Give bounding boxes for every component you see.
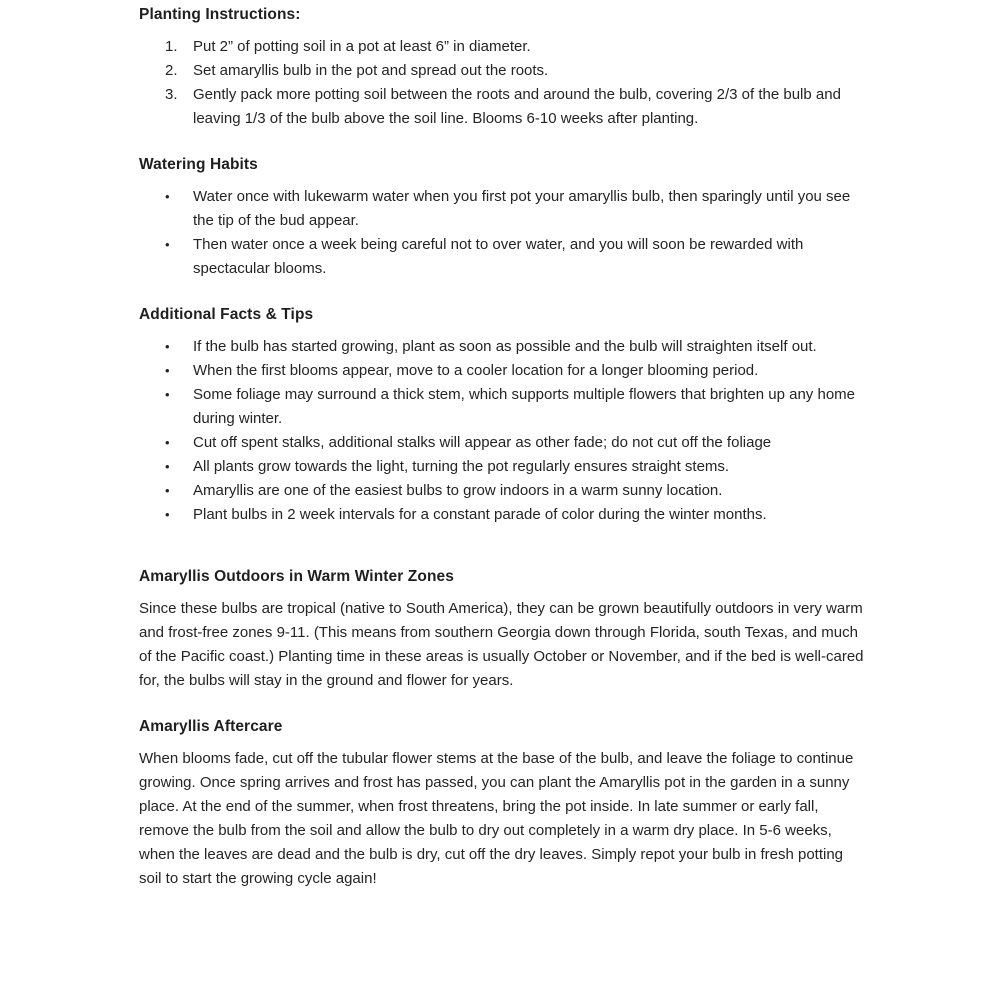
list-item-text: When the first blooms appear, move to a cooler location for a longer blooming period. xyxy=(193,362,759,379)
list-item xyxy=(139,455,865,479)
list-item-text: Cut off spent stalks, additional stalks will appear as other fade; do not cut off the foliage xyxy=(193,434,772,451)
heading-watering-habits: Watering Habits xyxy=(139,156,258,173)
bullet-icon: • xyxy=(165,483,170,498)
list-item-text: Put 2” of potting soil in a pot at least 6” in diameter. xyxy=(193,38,531,55)
heading-planting-instructions: Planting Instructions: xyxy=(139,6,301,23)
section-outdoors-warm-winter-zones xyxy=(139,565,865,693)
list-item-text: Then water once a week being careful not to over water, and you will soon be rewarded with spectacular blooms. xyxy=(193,236,804,277)
list-item xyxy=(139,35,865,59)
list-item xyxy=(139,503,865,527)
document-page xyxy=(139,0,865,891)
heading-amaryllis-aftercare: Amaryllis Aftercare xyxy=(139,718,283,735)
section-watering-habits xyxy=(139,153,865,281)
bullet-icon: • xyxy=(165,435,170,450)
list-item xyxy=(139,479,865,503)
list-item-text: Amaryllis are one of the easiest bulbs to grow indoors in a warm sunny location. xyxy=(193,482,723,499)
list-item xyxy=(139,383,865,431)
list-item xyxy=(139,83,865,131)
bullet-icon: • xyxy=(165,387,170,402)
list-item xyxy=(139,335,865,359)
bullet-icon: • xyxy=(165,339,170,354)
list-item-text: Plant bulbs in 2 week intervals for a constant parade of color during the winter months. xyxy=(193,506,767,523)
list-item-text: All plants grow towards the light, turning the pot regularly ensures straight stems. xyxy=(193,458,730,475)
bullet-icon: • xyxy=(165,237,170,252)
list-item-text: If the bulb has started growing, plant as soon as possible and the bulb will straighten itself out. xyxy=(193,338,817,355)
list-item xyxy=(139,431,865,455)
list-item xyxy=(139,185,865,233)
section-additional-facts-tips xyxy=(139,303,865,527)
additional-facts-list xyxy=(139,335,865,527)
bullet-icon: • xyxy=(165,507,170,522)
heading-outdoors-warm-winter-zones: Amaryllis Outdoors in Warm Winter Zones xyxy=(139,568,454,585)
list-item xyxy=(139,233,865,281)
bullet-icon: • xyxy=(165,189,170,204)
list-number: 1. xyxy=(165,38,178,55)
list-item xyxy=(139,359,865,383)
list-item-text: Gently pack more potting soil between the roots and around the bulb, covering 2/3 of the bulb and leaving 1/3 of the bulb above the soil line. Blooms 6-10 weeks after planting. xyxy=(193,86,841,127)
bullet-icon: • xyxy=(165,363,170,378)
section-planting-instructions xyxy=(139,3,865,131)
list-item-text: Some foliage may surround a thick stem, which supports multiple flowers that brighten up any home during winter. xyxy=(193,386,855,427)
heading-additional-facts-tips: Additional Facts & Tips xyxy=(139,306,314,323)
bullet-icon: • xyxy=(165,459,170,474)
section-amaryllis-aftercare xyxy=(139,715,865,891)
list-item-text: Set amaryllis bulb in the pot and spread out the roots. xyxy=(193,62,549,79)
outdoors-paragraph: Since these bulbs are tropical (native to South America), they can be grown beautifully outdoors in very warm and frost-free zones 9-11. (This means from southern Georgia down through Florida, south Texas, and much of the Pacific coast.) Planting time in these areas is usually October or November, and if the bed is well-cared for, the bulbs will stay in the ground and flower for years. xyxy=(139,600,864,689)
aftercare-paragraph: When blooms fade, cut off the tubular flower stems at the base of the bulb, and leave the foliage to continue growing. Once spring arrives and frost has passed, you can plant the Amaryllis pot in the garden in a sunny place. At the end of the summer, when frost threatens, bring the pot inside. In late summer or early fall, remove the bulb from the soil and allow the bulb to dry out completely in a warm dry place. In 5-6 weeks, when the leaves are dead and the bulb is dry, cut off the dry leaves. Simply repot your bulb in fresh potting soil to start the growing cycle again! xyxy=(139,750,854,887)
list-item-text: Water once with lukewarm water when you first pot your amaryllis bulb, then sparingly until you see the tip of the bud appear. xyxy=(193,188,851,229)
list-item xyxy=(139,59,865,83)
planting-steps-list xyxy=(139,35,865,131)
list-number: 2. xyxy=(165,62,178,79)
watering-habits-list xyxy=(139,185,865,281)
list-number: 3. xyxy=(165,86,178,103)
